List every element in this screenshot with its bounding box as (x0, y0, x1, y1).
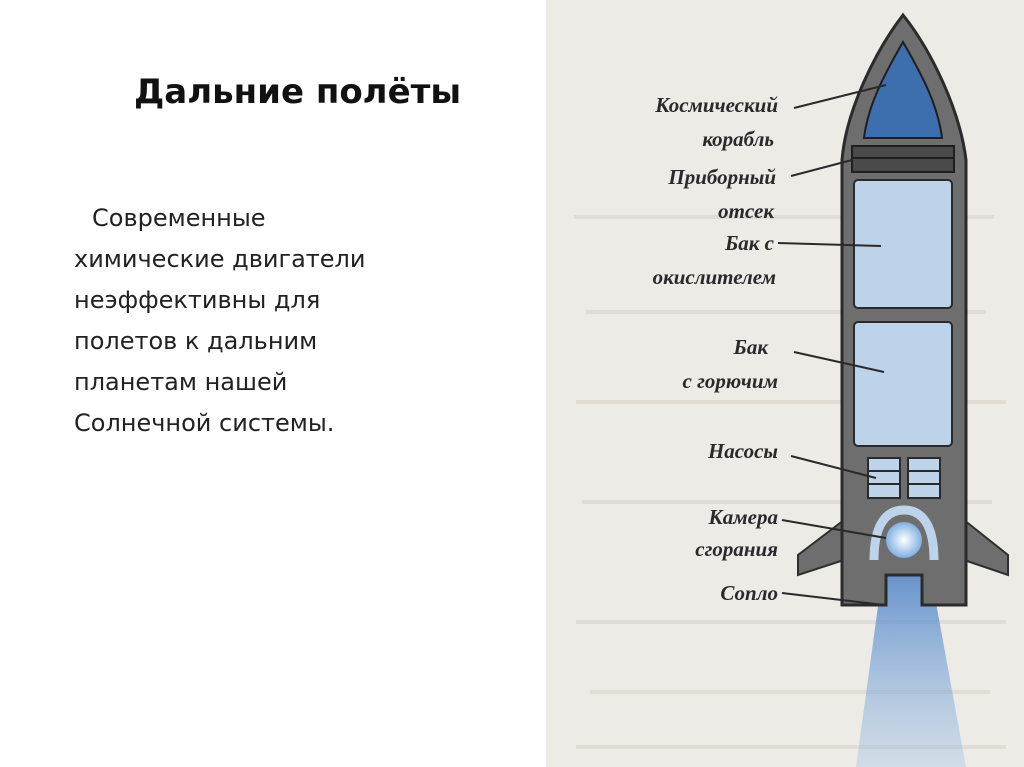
label-spaceship-line1: Космический (655, 93, 778, 117)
body-text: Современные химические двигатели неэффективны для полетов к дальним планетам нашей Солнечной системы. (74, 204, 366, 437)
label-oxidizer-tank-line1: Бак с (724, 231, 774, 255)
right-fin (964, 520, 1008, 575)
flame-core (886, 522, 922, 558)
label-fuel-tank-line2: с горючим (682, 369, 778, 393)
label-nozzle: Сопло (720, 581, 778, 605)
label-spaceship-line2: корабль (702, 127, 774, 151)
label-fuel-tank-line1: Бак (733, 335, 768, 359)
page-title: Дальние полёты (134, 72, 462, 112)
fuel-tank (854, 322, 952, 446)
oxidizer-tank (854, 180, 952, 308)
rocket-diagram (546, 0, 1024, 767)
rocket-diagram-svg (546, 0, 1024, 767)
label-oxidizer-tank-line2: окислителем (652, 265, 776, 289)
diagram-labels (653, 93, 779, 605)
label-combustion-chamber-line2: сгорания (695, 537, 778, 561)
label-instrument-bay-line2: отсек (718, 199, 774, 223)
label-pumps: Насосы (707, 439, 778, 463)
label-combustion-chamber-line1: Камера (708, 505, 778, 529)
label-instrument-bay-line1: Приборный (668, 165, 776, 189)
left-fin (798, 520, 844, 575)
